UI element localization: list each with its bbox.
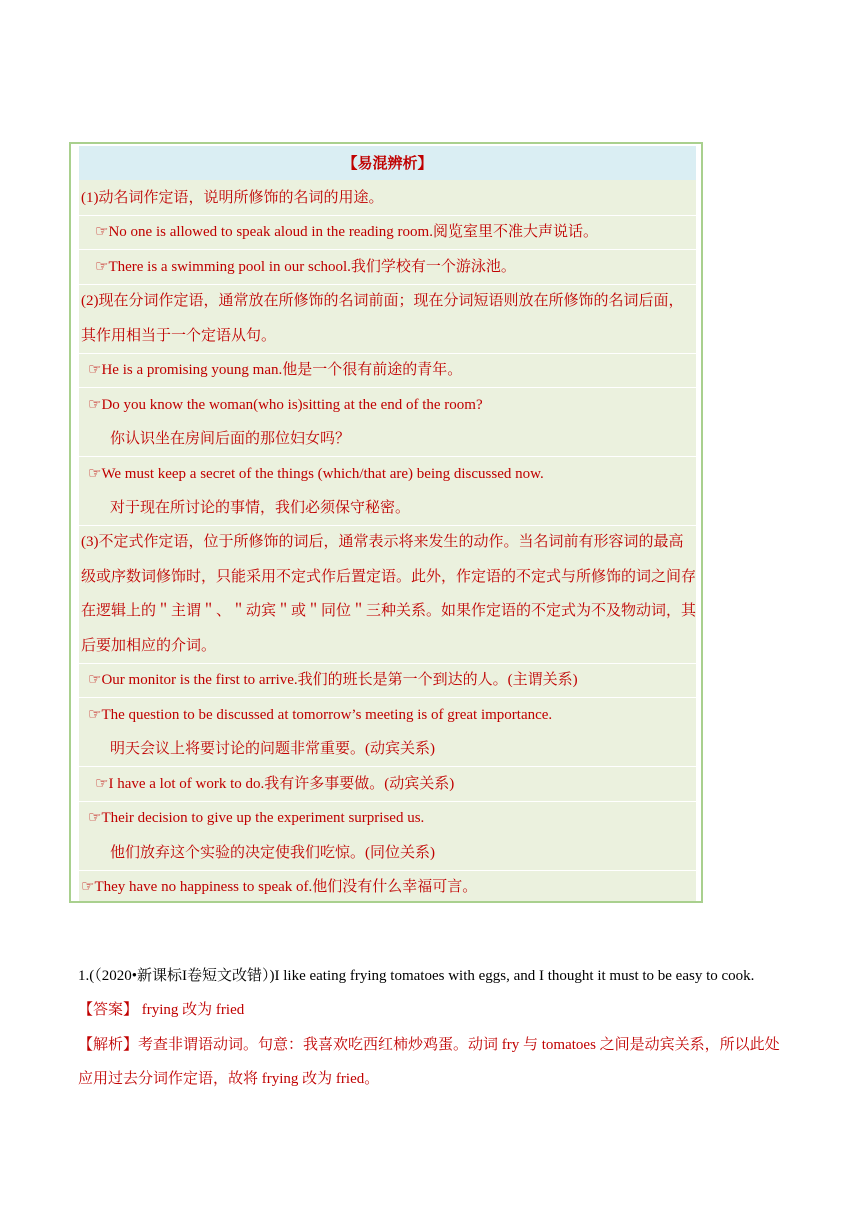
- box-line: 明天会议上将要讨论的问题非常重要。(动宾关系): [110, 741, 435, 757]
- row-divider: [79, 353, 696, 354]
- row-divider: [79, 456, 696, 457]
- box-line: 级或序数词修饰时，只能采用不定式作后置定语。此外，作定语的不定式与所修饰的词之间存: [81, 569, 697, 585]
- row-divider: [79, 525, 696, 526]
- row-divider: [79, 766, 696, 767]
- box-line: ☞They have no happiness to speak of.他们没有什么幸福可言。: [81, 879, 478, 895]
- box-line: 其作用相当于一个定语从句。: [81, 328, 277, 344]
- confusion-analysis-box: [69, 142, 703, 903]
- answer-line: [78, 1000, 244, 1020]
- box-line: 后要加相应的介词。: [81, 638, 217, 654]
- row-divider: [79, 801, 696, 802]
- analysis-label: 【解析】: [78, 1037, 139, 1053]
- box-line: ☞The question to be discussed at tomorrow’s meeting is of great importance.: [88, 707, 553, 723]
- box-line: ☞Their decision to give up the experiment surprised us.: [88, 810, 425, 826]
- analysis-text-1: 考查非谓语动词。句意：我喜欢吃西红柿炒鸡蛋。动词 fry 与 tomatoes 之间是动宾关系，所以此处: [138, 1037, 780, 1053]
- box-line: ☞Our monitor is the first to arrive.我们的班长是第一个到达的人。(主谓关系): [88, 672, 578, 688]
- question-text: I like eating frying tomatoes with eggs, and I thought it must to be easy to cook.: [274, 968, 755, 984]
- analysis-line-1: [78, 1035, 780, 1055]
- box-line: ☞Do you know the woman(who is)sitting at the end of the room?: [88, 397, 483, 413]
- box-title: 【易混辨析】: [79, 146, 696, 180]
- box-background: [79, 146, 696, 901]
- box-line: ☞We must keep a secret of the things (which/that are) being discussed now.: [88, 466, 544, 482]
- box-line: 你认识坐在房间后面的那位妇女吗？: [110, 431, 351, 447]
- box-line: (2)现在分词作定语，通常放在所修饰的名词前面；现在分词短语则放在所修饰的名词后面，: [81, 293, 684, 309]
- row-divider: [79, 663, 696, 664]
- box-line: ☞He is a promising young man.他是一个很有前途的青年。: [88, 362, 463, 378]
- row-divider: [79, 697, 696, 698]
- row-divider: [79, 215, 696, 216]
- row-divider: [79, 249, 696, 250]
- question-number-source: 1.(（2020•新课标I卷短文改错）): [78, 968, 275, 984]
- box-line: (1)动名词作定语，说明所修饰的名词的用途。: [81, 190, 384, 206]
- analysis-line-2: 应用过去分词作定语，故将 frying 改为 fried。: [78, 1071, 380, 1087]
- row-divider: [79, 870, 696, 871]
- box-line: 对于现在所讨论的事情，我们必须保守秘密。: [110, 500, 411, 516]
- box-line: ☞I have a lot of work to do.我有许多事要做。(动宾关系): [95, 776, 455, 792]
- box-line: 他们放弃这个实验的决定使我们吃惊。(同位关系): [110, 845, 435, 861]
- answer-text: frying 改为 fried: [138, 1002, 245, 1018]
- row-divider: [79, 387, 696, 388]
- question-line: [78, 966, 754, 986]
- row-divider: [79, 284, 696, 285]
- box-line: (3)不定式作定语，位于所修饰的词后，通常表示将来发生的动作。当名词前有形容词的最高: [81, 534, 684, 550]
- box-line: 在逻辑上的＂主谓＂、＂动宾＂或＂同位＂三种关系。如果作定语的不定式为不及物动词，其: [81, 603, 697, 619]
- box-line: ☞No one is allowed to speak aloud in the reading room.阅览室里不准大声说话。: [95, 224, 598, 240]
- answer-label: 【答案】: [78, 1002, 139, 1018]
- box-line: ☞There is a swimming pool in our school.我们学校有一个游泳池。: [95, 259, 516, 275]
